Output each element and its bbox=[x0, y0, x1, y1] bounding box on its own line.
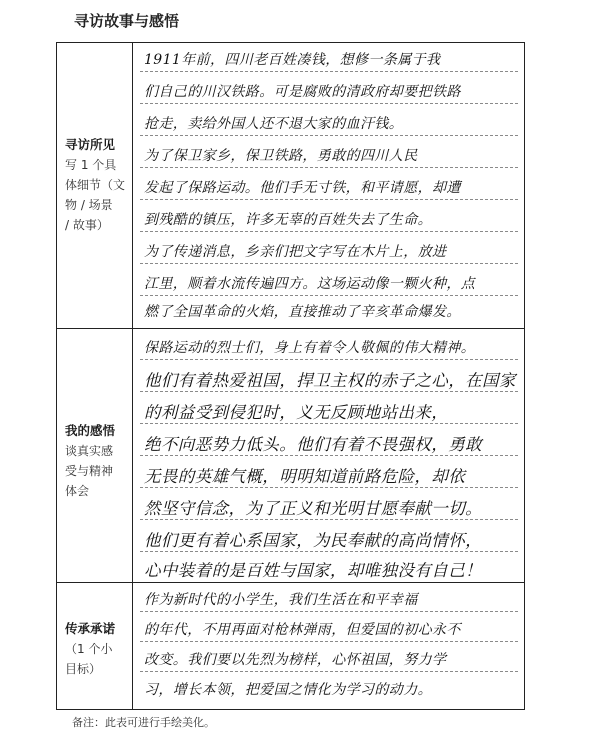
writing-rule bbox=[140, 295, 518, 296]
handwritten-line: 保路运动的烈士们，身上有着令人敬佩的伟大精神。 bbox=[144, 340, 476, 356]
handwritten-line: 然坚守信念，为了正义和光明甘愿奉献一切。 bbox=[144, 499, 482, 518]
writing-rule bbox=[140, 103, 518, 104]
description-line: / 故事） bbox=[65, 218, 109, 232]
handwritten-line: 习，增长本领，把爱国之情化为学习的动力。 bbox=[144, 682, 432, 698]
section-description bbox=[65, 441, 131, 501]
writing-rule bbox=[140, 551, 518, 552]
section-label-cell bbox=[57, 329, 133, 583]
description-line: 体会 bbox=[65, 484, 90, 498]
writing-rule bbox=[140, 71, 518, 72]
section-label: 传承承诺 bbox=[65, 621, 116, 636]
handwritten-line: 们自己的川汉铁路。可是腐败的清政府却要把铁路 bbox=[144, 84, 461, 100]
writing-rule bbox=[140, 611, 518, 612]
handwritten-line: 的利益受到侵犯时，义无反顾地站出来， bbox=[144, 403, 449, 422]
handwritten-line: 改变。我们要以先烈为榜样，心怀祖国，努力学 bbox=[144, 652, 447, 668]
section-visit-observation bbox=[57, 43, 524, 328]
handwriting-area bbox=[134, 583, 524, 709]
handwritten-line: 燃了全国革命的火焰，直接推动了辛亥革命爆发。 bbox=[144, 304, 461, 320]
handwritten-line: 无畏的英雄气概，明明知道前路危险，却依 bbox=[144, 467, 466, 486]
writing-rule bbox=[140, 263, 518, 264]
writing-rule bbox=[140, 231, 518, 232]
writing-rule bbox=[140, 167, 518, 168]
writing-rule bbox=[140, 487, 518, 488]
footnote: 备注：此表可进行手绘美化。 bbox=[72, 716, 215, 729]
section-label-cell bbox=[57, 43, 133, 328]
description-line: （1 个小 bbox=[65, 642, 113, 656]
handwriting-area bbox=[134, 43, 524, 328]
section-description bbox=[65, 639, 131, 679]
handwriting-area bbox=[134, 329, 524, 583]
section-inheritance-promise bbox=[57, 582, 524, 709]
writing-rule bbox=[140, 135, 518, 136]
handwritten-line: 他们更有着心系国家，为民奉献的高尚情怀， bbox=[144, 531, 482, 550]
handwritten-line: 绝不向恶势力低头。他们有着不畏强权，勇敢 bbox=[144, 435, 482, 454]
handwritten-line: 为了保卫家乡，保卫铁路，勇敢的四川人民 bbox=[144, 148, 418, 164]
description-line: 谈真实感 bbox=[65, 444, 114, 458]
section-label: 寻访所见 bbox=[65, 137, 116, 152]
handwritten-line: 的年代，不用再面对枪林弹雨，但爱国的初心永不 bbox=[144, 622, 461, 638]
description-line: 物 / 场景 bbox=[65, 198, 113, 212]
writing-rule bbox=[140, 641, 518, 642]
handwritten-line: 作为新时代的小学生，我们生活在和平幸福 bbox=[144, 592, 418, 608]
section-my-reflection bbox=[57, 328, 524, 583]
handwritten-line: 到残酷的镇压，许多无辜的百姓失去了生命。 bbox=[144, 212, 432, 228]
writing-rule bbox=[140, 671, 518, 672]
writing-rule bbox=[140, 359, 518, 360]
section-description bbox=[65, 155, 131, 235]
handwritten-line: 为了传递消息，乡亲们把文字写在木片上，放进 bbox=[144, 244, 447, 260]
writing-rule bbox=[140, 423, 518, 424]
handwritten-line: 心中装着的是百姓与国家，却唯独没有自己！ bbox=[144, 561, 482, 580]
reflection-table bbox=[56, 42, 525, 710]
description-line: 写 1 个具 bbox=[65, 158, 117, 172]
description-line: 体细节（文 bbox=[65, 178, 126, 192]
section-label: 我的感悟 bbox=[65, 423, 116, 438]
handwritten-line: 抢走，卖给外国人还不退大家的血汗钱。 bbox=[144, 116, 404, 132]
handwritten-line: 他们有着热爱祖国，捍卫主权的赤子之心，在国家 bbox=[144, 371, 516, 390]
handwritten-line: 江里，顺着水流传遍四方。这场运动像一颗火种，点 bbox=[144, 276, 476, 292]
handwritten-line: 发起了保路运动。他们手无寸铁，和平请愿，却遭 bbox=[144, 180, 461, 196]
writing-rule bbox=[140, 391, 518, 392]
description-line: 目标） bbox=[65, 662, 102, 676]
handwritten-line: 1911年前，四川老百姓凑钱，想修一条属于我 bbox=[144, 52, 441, 68]
document-title: 寻访故事与感悟 bbox=[74, 12, 180, 30]
section-label-cell bbox=[57, 583, 133, 709]
writing-rule bbox=[140, 455, 518, 456]
writing-rule bbox=[140, 199, 518, 200]
writing-rule bbox=[140, 519, 518, 520]
description-line: 受与精神 bbox=[65, 464, 114, 478]
